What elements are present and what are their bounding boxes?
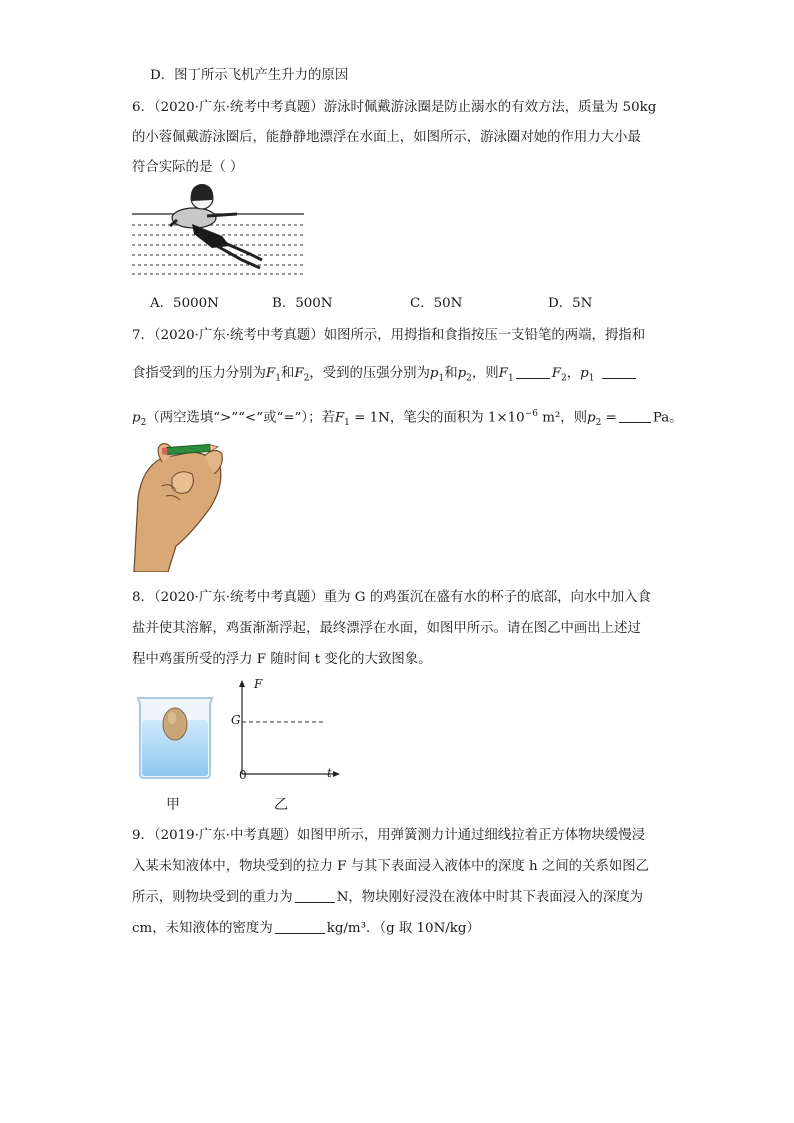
q9-line-2: 入某未知液体中，物块受到的拉力 F 与其下表面浸入液体中的深度 h 之间的关系如图乙 [132,859,650,874]
caption-yi: 乙 [274,797,288,813]
axis-t-label: t [327,766,332,780]
q6-line-2: 的小蓉佩戴游泳圈后，能静静地漂浮在水面上，如图所示，游泳圈对她的作用力大小最 [132,130,641,145]
q6-option-b: B．500N [272,296,333,311]
answer-blank-3[interactable] [619,408,651,423]
answer-blank-4[interactable] [295,888,335,903]
q7-line-3: $p_2$（两空选填“>”“<”或“=”）；若$F_1 = 1N$，笔尖的面积为 $1\times 10^{-6}$ m²，则$p_2 = Pa$。 [132,409,683,429]
swimmer-figure [132,184,307,276]
q8-line-2: 盐并使其溶解，鸡蛋渐渐浮起，最终漂浮在水面，如图甲所示。请在图乙中画出上述过 [132,621,641,636]
answer-blank-2[interactable] [602,364,636,379]
q5-option-d: D．图丁所示飞机产生升力的原因 [150,68,349,83]
q7-line-1: 7．（2020·广东·统考中考真题）如图所示，用拇指和食指按压一支铅笔的两端，拇指和 [132,328,646,343]
answer-blank-1[interactable] [516,364,550,379]
q6-option-a: A．5000N [150,296,219,311]
axis-f-label: F [254,677,263,691]
q9-line-1: 9．（2019·广东·中考真题）如图甲所示，用弹簧测力计通过细线拉着正方体物块缓慢浸 [132,828,646,843]
q7-line-2: 食指受到的压力分别为$F_1$和$F_2$，受到的压强分别为$p_1$和$p_2$，则$F_1$ $F_2$，$p_1$ [132,364,638,389]
label-g: G [231,713,241,727]
q6-line-1: 6．（2020·广东·统考中考真题）游泳时佩戴游泳圈是防止溺水的有效方法，质量为 50kg [132,100,657,115]
beaker-figure [134,694,216,780]
answer-blank-5[interactable] [275,919,325,934]
q6-option-c: C．50N [410,296,463,311]
q8-line-1: 8．（2020·广东·统考中考真题）重为 G 的鸡蛋沉在盛有水的杯子的底部，向水中加入食 [132,590,651,605]
caption-jia: 甲 [166,797,180,813]
q8-line-3: 程中鸡蛋所受的浮力 F 随时间 t 变化的大致图象。 [132,652,432,667]
label-zero: 0 [239,768,247,782]
q9-line-3: 所示，则物块受到的重力为 N，物块刚好浸没在液体中时其下表面浸入的深度为 [132,890,643,905]
q6-line-3: 符合实际的是（ ） [132,160,244,175]
q6-option-d: D．5N [548,296,593,311]
q9-line-4: cm，未知液体的密度为 kg/m³．（g 取 10N/kg） [132,921,480,936]
hand-pencil-figure [132,438,232,572]
